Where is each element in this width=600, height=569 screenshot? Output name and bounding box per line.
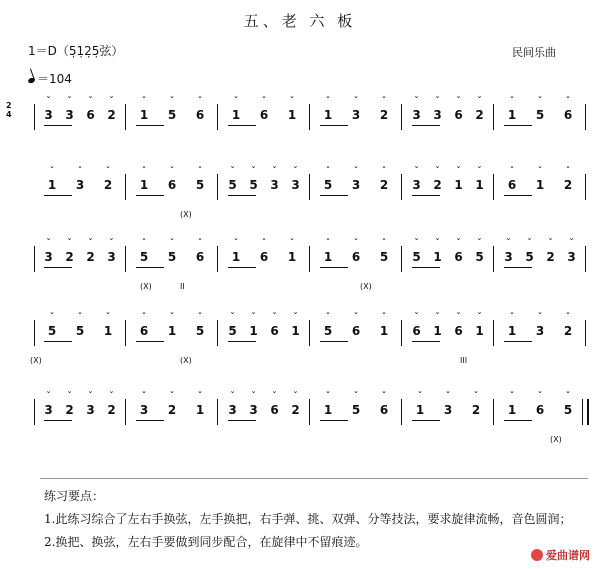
note: ˇ 6 [535, 393, 545, 417]
note: ˇ 3 [249, 393, 259, 417]
beam-line [412, 125, 440, 126]
note: ˇ 5 [139, 240, 149, 264]
barline [125, 320, 126, 346]
note: ˇ 2 [379, 98, 389, 122]
note: ˇ 6 [351, 240, 361, 264]
key-signature: 1＝D（5̣1̣2̣5̣弦） [28, 44, 124, 58]
note: ˇ 6 [259, 98, 269, 122]
beam-line [412, 420, 440, 421]
notes-line-2: 2.换把、换弦，左右手要做到同步配合，在旋律中不留痕迹。 [44, 535, 368, 549]
note: ˇ 6 [379, 393, 389, 417]
note: ˇ 3 [504, 240, 514, 264]
barline [217, 174, 218, 200]
note: ˇ 6 [454, 240, 464, 264]
beam-line [44, 341, 72, 342]
barline [309, 246, 310, 272]
note: ˇ 3 [107, 240, 117, 264]
measure [38, 98, 122, 158]
time-signature: 2 4 [6, 101, 12, 119]
barline [125, 399, 126, 425]
note: ˇ 1 [287, 240, 297, 264]
beam-line [228, 420, 256, 421]
measure [406, 314, 490, 374]
composer-label: 民间乐曲 [512, 46, 556, 59]
note: ˇ 5 [195, 314, 205, 338]
barline [493, 320, 494, 346]
beam-line [504, 267, 532, 268]
note: ˇ 5 [525, 240, 535, 264]
measure [498, 314, 582, 374]
watermark-text: 爱曲谱网 [546, 549, 590, 562]
note: ˇ 1 [323, 393, 333, 417]
measure [406, 168, 490, 228]
measure [314, 240, 398, 300]
logo-icon [531, 549, 543, 561]
beam-line [136, 195, 164, 196]
note: ˇ 5 [249, 168, 259, 192]
note: ˇ 1 [433, 314, 443, 338]
measure [130, 98, 214, 158]
note: ˇ 1 [139, 168, 149, 192]
barline [125, 246, 126, 272]
measure [130, 314, 214, 374]
note: ˇ 2 [86, 240, 96, 264]
note: ˇ 2 [107, 393, 117, 417]
measure [314, 314, 398, 374]
barline [34, 399, 35, 425]
beam-line [320, 267, 348, 268]
measure [498, 98, 582, 158]
position-mark: (X) [180, 210, 192, 219]
beam-line [44, 267, 72, 268]
note: ˇ 2 [379, 168, 389, 192]
note: ˇ 1 [323, 240, 333, 264]
position-mark: II [180, 282, 185, 291]
barline [493, 174, 494, 200]
barline [401, 399, 402, 425]
barline [401, 174, 402, 200]
beam-line [320, 125, 348, 126]
barline [309, 320, 310, 346]
note: ˇ 5 [47, 314, 57, 338]
barline [309, 174, 310, 200]
beam-line [136, 125, 164, 126]
tempo-value: ＝104 [37, 72, 72, 86]
note: ˇ 6 [167, 168, 177, 192]
barline [585, 104, 586, 130]
barline [125, 104, 126, 130]
note: ˇ 1 [433, 240, 443, 264]
beam-line [228, 267, 256, 268]
barline [585, 246, 586, 272]
barline [585, 320, 586, 346]
note: ˇ 6 [351, 314, 361, 338]
note: ˇ 6 [454, 314, 464, 338]
measure [222, 393, 306, 453]
beam-line [228, 341, 256, 342]
notes-heading: 练习要点： [44, 489, 105, 503]
measure [130, 393, 214, 453]
note: ˇ 3 [567, 240, 577, 264]
note: ˇ 3 [535, 314, 545, 338]
note: ˇ 1 [475, 168, 485, 192]
beam-line [320, 341, 348, 342]
measure [38, 168, 122, 228]
measure [222, 240, 306, 300]
note: ˇ 6 [454, 98, 464, 122]
barline [309, 104, 310, 130]
note: ˇ 5 [412, 240, 422, 264]
note: ˇ 5 [195, 168, 205, 192]
score-row [20, 98, 586, 158]
beam-line [320, 420, 348, 421]
note: ˇ 1 [249, 314, 259, 338]
beam-line [136, 420, 164, 421]
beam-line [44, 195, 72, 196]
position-mark: (X) [360, 282, 372, 291]
barline [34, 320, 35, 346]
note: ˇ 6 [270, 314, 280, 338]
beam-line [412, 195, 440, 196]
note: ˇ 1 [507, 98, 517, 122]
note: ˇ 5 [323, 168, 333, 192]
measure [406, 240, 490, 300]
note: ˇ 5 [228, 168, 238, 192]
note: ˇ 2 [475, 98, 485, 122]
divider [40, 478, 588, 479]
barline [217, 246, 218, 272]
note: ˇ 5 [475, 240, 485, 264]
beam-line [228, 125, 256, 126]
note: ˇ 1 [231, 98, 241, 122]
beam-line [44, 125, 72, 126]
note: ˇ 6 [195, 240, 205, 264]
note: ˇ 2 [563, 314, 573, 338]
beam-line [136, 267, 164, 268]
beam-line [504, 125, 532, 126]
barline [217, 104, 218, 130]
note: ˇ 1 [231, 240, 241, 264]
note: ˇ 6 [86, 98, 96, 122]
note: ˇ 3 [270, 168, 280, 192]
measure [498, 393, 582, 453]
note: ˇ 5 [535, 98, 545, 122]
barline [401, 104, 402, 130]
note: ˇ 3 [65, 98, 75, 122]
note: ˇ 2 [563, 168, 573, 192]
note: ˇ 6 [507, 168, 517, 192]
quarter-note-icon [27, 77, 35, 84]
note: ˇ 1 [195, 393, 205, 417]
note: ˇ 3 [139, 393, 149, 417]
note: ˇ 5 [563, 393, 573, 417]
barline [493, 246, 494, 272]
page-title: 五、老 六 板 [243, 12, 357, 30]
barline [34, 246, 35, 272]
note: ˇ 5 [75, 314, 85, 338]
measure [130, 240, 214, 300]
measure [222, 168, 306, 228]
note: ˇ 3 [412, 98, 422, 122]
measure [130, 168, 214, 228]
note: ˇ 6 [270, 393, 280, 417]
notes-line-1: 1.此练习综合了左右手换弦，左手换把，右手弹、挑、双弹、分等技法，要求旋律流畅，音色圆润； [44, 512, 572, 526]
note: ˇ 3 [44, 393, 54, 417]
note: ˇ 2 [167, 393, 177, 417]
note: ˇ 1 [379, 314, 389, 338]
note: ˇ 2 [65, 393, 75, 417]
position-mark: (X) [550, 435, 562, 444]
note: ˇ 3 [86, 393, 96, 417]
note: ˇ 2 [103, 168, 113, 192]
note: ˇ 3 [433, 98, 443, 122]
note: ˇ 2 [107, 98, 117, 122]
note: ˇ 6 [412, 314, 422, 338]
note: ˇ 1 [535, 168, 545, 192]
note: ˇ 3 [228, 393, 238, 417]
note: ˇ 3 [443, 393, 453, 417]
note: ˇ 5 [379, 240, 389, 264]
position-mark: III [460, 356, 468, 365]
note: ˇ 1 [103, 314, 113, 338]
note: ˇ 3 [75, 168, 85, 192]
measure [222, 314, 306, 374]
beam-line [412, 341, 440, 342]
note: ˇ 3 [412, 168, 422, 192]
note: ˇ 1 [507, 393, 517, 417]
position-mark: (X) [180, 356, 192, 365]
note: ˇ 5 [228, 314, 238, 338]
measure [406, 98, 490, 158]
beam-line [504, 420, 532, 421]
measure [406, 393, 490, 453]
note: ˇ 3 [44, 240, 54, 264]
beam-line [136, 341, 164, 342]
barline [401, 246, 402, 272]
barline [34, 104, 35, 130]
note: ˇ 5 [323, 314, 333, 338]
beam-line [504, 195, 532, 196]
measure [498, 168, 582, 228]
note: ˇ 5 [351, 393, 361, 417]
note: ˇ 6 [195, 98, 205, 122]
measure [314, 168, 398, 228]
score-row [20, 393, 586, 453]
measure [498, 240, 582, 300]
note: ˇ 2 [433, 168, 443, 192]
note: ˇ 1 [291, 314, 301, 338]
note: ˇ 6 [563, 98, 573, 122]
note: ˇ 6 [259, 240, 269, 264]
note: ˇ 1 [139, 98, 149, 122]
barline [401, 320, 402, 346]
barline [493, 399, 494, 425]
note: ˇ 1 [287, 98, 297, 122]
note: ˇ 2 [291, 393, 301, 417]
note: ˇ 3 [351, 168, 361, 192]
barline [582, 399, 589, 425]
measure [38, 393, 122, 453]
beam-line [320, 195, 348, 196]
note: ˇ 1 [454, 168, 464, 192]
barline [309, 399, 310, 425]
note: ˇ 1 [167, 314, 177, 338]
note: ˇ 2 [546, 240, 556, 264]
note: ˇ 1 [475, 314, 485, 338]
measure [38, 240, 122, 300]
beam-line [504, 341, 532, 342]
note: ˇ 2 [471, 393, 481, 417]
note: ˇ 1 [415, 393, 425, 417]
note: ˇ 1 [507, 314, 517, 338]
beam-line [228, 195, 256, 196]
note: ˇ 6 [139, 314, 149, 338]
beam-line [44, 420, 72, 421]
barline [217, 320, 218, 346]
barline [585, 174, 586, 200]
note: ˇ 5 [167, 98, 177, 122]
score-row [20, 168, 586, 228]
score-row [20, 314, 586, 374]
watermark [531, 547, 590, 563]
measure [314, 393, 398, 453]
measure [38, 314, 122, 374]
note: ˇ 5 [167, 240, 177, 264]
note: ˇ 2 [65, 240, 75, 264]
barline [125, 174, 126, 200]
position-mark: (X) [30, 356, 42, 365]
note: ˇ 3 [291, 168, 301, 192]
barline [493, 104, 494, 130]
position-mark: (X) [140, 282, 152, 291]
note: ˇ 3 [351, 98, 361, 122]
measure [222, 98, 306, 158]
measure [314, 98, 398, 158]
tempo-marking [28, 70, 72, 87]
note: ˇ 1 [47, 168, 57, 192]
note: ˇ 1 [323, 98, 333, 122]
beam-line [412, 267, 440, 268]
score-row [20, 240, 586, 300]
note: ˇ 3 [44, 98, 54, 122]
barline [217, 399, 218, 425]
